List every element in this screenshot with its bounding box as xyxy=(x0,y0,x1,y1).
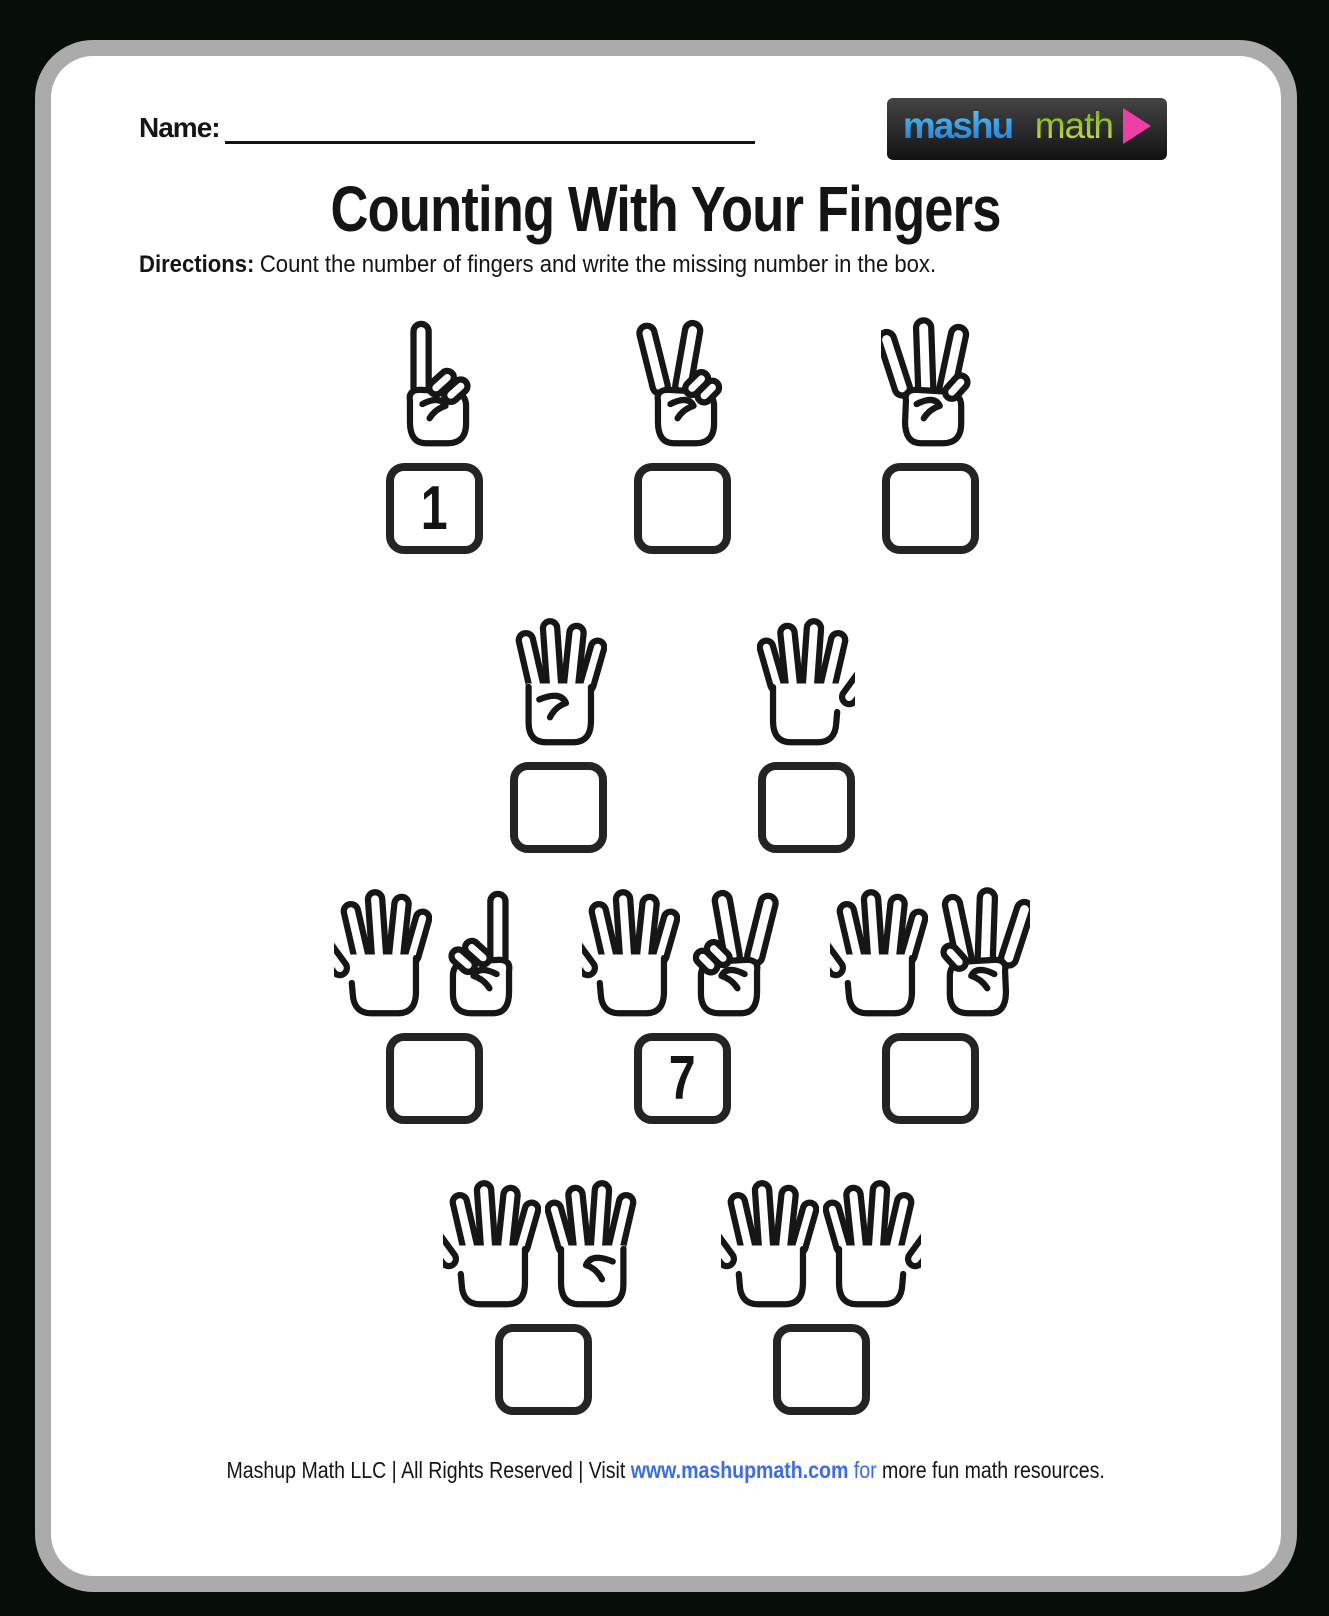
hand-icon-5-fingers xyxy=(721,1174,819,1308)
directions xyxy=(121,251,1211,279)
answer-box[interactable] xyxy=(634,1033,731,1124)
footer-link-url[interactable]: www.mashupmath.com xyxy=(631,1457,849,1484)
hand-icon-4-fingers xyxy=(545,1174,643,1308)
hand-icon-1-fingers xyxy=(385,313,483,447)
answer-value: 1 xyxy=(420,473,448,543)
problem-7-fingers xyxy=(563,883,801,1124)
problems-row-4 xyxy=(137,1174,1227,1415)
hand-icon-2-fingers xyxy=(684,883,782,1017)
problem-5-fingers xyxy=(718,612,894,853)
answer-box[interactable] xyxy=(758,762,855,853)
problems-area xyxy=(137,313,1227,1415)
answer-box[interactable] xyxy=(634,463,731,554)
hands-illustration-6 xyxy=(334,883,534,1017)
page-title: Counting With Your Fingers xyxy=(330,173,1002,246)
footer-text-before: Mashup Math LLC | All Rights Reserved | Visit xyxy=(226,1457,632,1484)
hand-icon-2-fingers xyxy=(633,313,731,447)
hand-icon-1-fingers xyxy=(436,883,534,1017)
directions-text: Count the number of fingers and write the missing number in the box. xyxy=(259,251,937,279)
hand-icon-5-fingers xyxy=(830,883,928,1017)
hand-icon-5-fingers xyxy=(823,1174,921,1308)
name-label: Name: xyxy=(139,112,220,143)
answer-box[interactable] xyxy=(773,1324,870,1415)
name-input-line[interactable] xyxy=(225,113,755,144)
answer-box[interactable] xyxy=(386,463,483,554)
hands-illustration-2 xyxy=(633,313,731,447)
name-field xyxy=(139,112,755,144)
footer-link-suffix: for xyxy=(848,1457,883,1484)
problem-10-fingers xyxy=(702,1174,940,1415)
footer-text-after: more fun math resources. xyxy=(882,1457,1106,1484)
hands-illustration-5 xyxy=(757,612,855,746)
logo-word-mashup: mashup xyxy=(902,105,1033,153)
problems-row-3 xyxy=(137,883,1227,1124)
hands-illustration-1 xyxy=(385,313,483,447)
problem-8-fingers xyxy=(811,883,1049,1124)
hand-icon-3-fingers xyxy=(932,883,1030,1017)
footer xyxy=(121,1457,1211,1484)
hand-icon-5-fingers xyxy=(757,612,855,746)
hand-icon-5-fingers xyxy=(334,883,432,1017)
hands-illustration-4 xyxy=(509,612,607,746)
problem-2-fingers xyxy=(594,313,770,554)
answer-box[interactable] xyxy=(882,1033,979,1124)
problem-9-fingers xyxy=(424,1174,662,1415)
hands-illustration-3 xyxy=(881,313,979,447)
hands-illustration-7 xyxy=(582,883,782,1017)
problem-1-fingers xyxy=(346,313,522,554)
hands-illustration-9 xyxy=(443,1174,643,1308)
answer-box[interactable] xyxy=(386,1033,483,1124)
hand-icon-5-fingers xyxy=(582,883,680,1017)
logo-word-math: math xyxy=(1035,103,1113,149)
hand-icon-4-fingers xyxy=(509,612,607,746)
hands-illustration-10 xyxy=(721,1174,921,1308)
problems-row-1 xyxy=(137,313,1227,554)
problems-row-2 xyxy=(137,612,1227,853)
play-icon xyxy=(1123,108,1151,144)
answer-box[interactable] xyxy=(882,463,979,554)
mashupmath-logo xyxy=(887,98,1167,160)
answer-value: 7 xyxy=(668,1043,696,1113)
worksheet-card xyxy=(35,40,1297,1592)
answer-box[interactable] xyxy=(510,762,607,853)
worksheet-header xyxy=(121,98,1211,160)
directions-label: Directions: xyxy=(139,251,255,279)
hands-illustration-8 xyxy=(830,883,1030,1017)
problem-3-fingers xyxy=(842,313,1018,554)
problem-6-fingers xyxy=(315,883,553,1124)
hand-icon-3-fingers xyxy=(881,313,979,447)
hand-icon-5-fingers xyxy=(443,1174,541,1308)
answer-box[interactable] xyxy=(495,1324,592,1415)
problem-4-fingers xyxy=(470,612,646,853)
